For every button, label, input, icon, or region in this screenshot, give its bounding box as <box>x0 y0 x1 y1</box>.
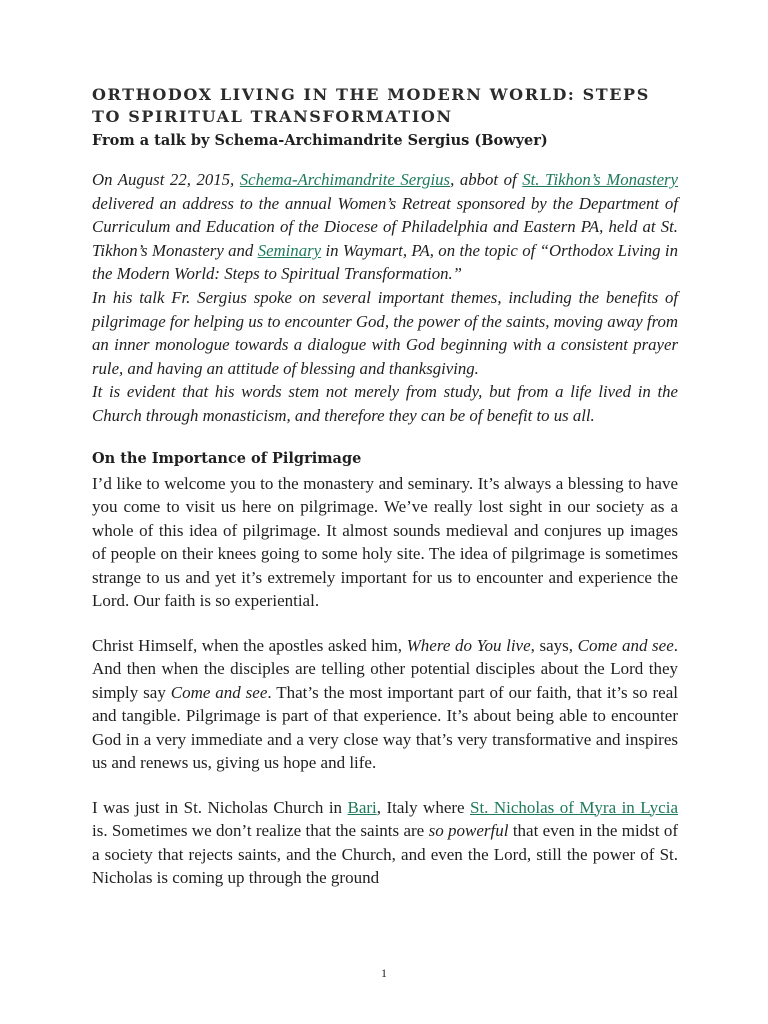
page-content <box>92 84 678 911</box>
body-paragraph-2 <box>92 634 678 775</box>
page-number: 1 <box>381 966 387 980</box>
body-paragraph-1: I’d like to welcome you to the monastery and seminary. It’s always a blessing to have you come to visit us here on pilgrimage. We’ve really lost sight in our society as a whole of this idea of pilgrimage. It almost sounds medieval and conjures up images of people on their knees going to some holy site. The idea of pilgrimage is sometimes strange to us and yet it’s extremely important for us to encounter and experience the Lord. Our faith is so experiential. <box>92 473 678 611</box>
body-italic: so powerful <box>428 821 509 841</box>
section-heading: On the Importance of Pilgrimage <box>92 449 362 467</box>
body-text: Christ Himself, when the apostles asked him, <box>92 635 407 655</box>
body-paragraph-3 <box>92 796 678 890</box>
intro-paragraph-1 <box>92 168 678 286</box>
section-body <box>92 472 678 890</box>
link-bari[interactable]: Bari <box>347 797 377 817</box>
body-text: is. Sometimes we don’t realize that the saints are <box>92 821 429 841</box>
body-text: . That’s the most important part of our faith, that it’s so real and tangible. Pilgrimage is part of that experience. It’s about being able to encounter God in a very immediate and a very close way that’s very transformative and inspires us and renews us, giving us hope and life. <box>92 682 678 773</box>
link-st-tikhons-monastery[interactable]: St. Tikhon’s Monastery <box>522 170 679 189</box>
link-seminary[interactable]: Seminary <box>257 240 322 260</box>
body-text: . And then when the disciples are telling other potential disciples about the Lord they simply say <box>92 635 679 702</box>
body-text: , Italy where <box>376 797 470 817</box>
document-subtitle: From a talk by Schema-Archimandrite Sergius (Bowyer) <box>92 132 548 149</box>
body-italic: Come and see <box>577 635 674 655</box>
intro-text: delivered an address to the annual Women’s Retreat sponsored by the Department of Curriculum and Education of the Diocese of Philadelphia and Eastern PA, held at St. Tikhon’s Monastery and <box>92 193 678 260</box>
intro-paragraph-3: It is evident that his words stem not merely from study, but from a life lived in the Church through monasticism, and therefore they can be of benefit to us all. <box>92 382 678 425</box>
body-text: I was just in St. Nicholas Church in <box>92 797 348 817</box>
body-italic: Where do You live <box>406 635 531 655</box>
body-text: , says, <box>530 635 578 655</box>
intro-block <box>92 168 678 428</box>
intro-text: in Waymart, PA, on the topic of “Orthodox Living in the Modern World: Steps to Spiritual Transformation.” <box>92 240 678 284</box>
intro-paragraph-2: In his talk Fr. Sergius spoke on several important themes, including the benefits of pilgrimage for helping us to encounter God, the power of the saints, moving away from an inner monologue towards a dialogue with God beginning with a consistent prayer rule, and having an attitude of blessing and thanksgiving. <box>92 287 678 378</box>
link-schema-archimandrite-sergius[interactable]: Schema-Archimandrite Sergius <box>239 170 451 189</box>
intro-text: On August 22, 2015, <box>92 170 240 189</box>
document-title: ORTHODOX LIVING IN THE MODERN WORLD: STEPS TO SPIRITUAL TRANSFORMATION <box>92 85 650 126</box>
body-italic: Come and see <box>170 682 268 702</box>
intro-text: , abbot of <box>450 170 523 189</box>
link-st-nicholas-of-myra[interactable]: St. Nicholas of Myra in Lycia <box>470 797 678 817</box>
body-text: that even in the midst of a society that rejects saints, and the Church, and even the Lord, still the power of St. Nicholas is coming up through the ground <box>92 821 679 888</box>
